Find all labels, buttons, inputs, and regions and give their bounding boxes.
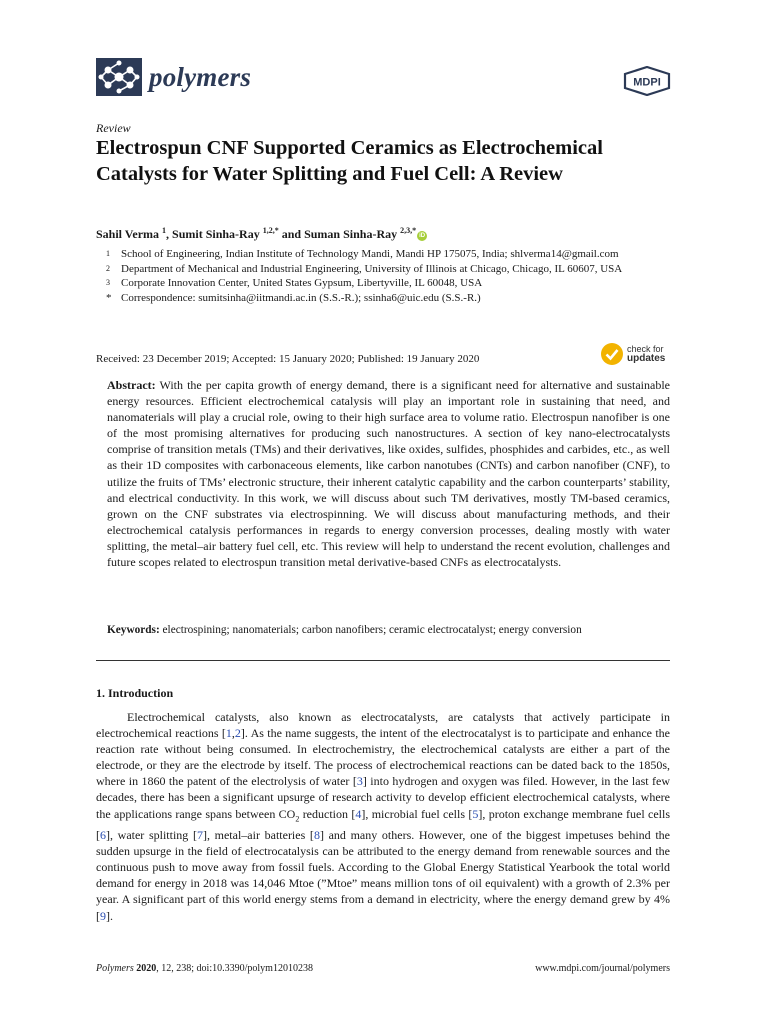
footer-year: 2020 (136, 963, 157, 974)
author-separator: , (166, 227, 173, 241)
footer-details: , 12, 238; doi:10.3390/polym12010238 (156, 963, 313, 974)
check-for-updates-badge[interactable] (600, 342, 665, 366)
check-updates-icon (600, 342, 624, 366)
section-heading (96, 686, 173, 701)
article-type: Review (96, 121, 131, 135)
introduction-paragraph (96, 709, 670, 924)
check-updates-line2: updates (627, 353, 666, 364)
citation-link[interactable]: 3 (356, 774, 363, 789)
abstract-text: With the per capita growth of energy demand, there is a significant need for alternative and sustainable energy resources. Efficient electrochemical catalysis will play an important role in sustaining that need, and nanomaterials will play a crucial role, owing to their high surface area to volume ratio. Electrospun nanofiber is one of the most promising alternatives for producing such nanostructures. A section of key nano-electrocatalysts comprise of transition metals (TMs) and their derivatives, like oxides, sulfides, phosphides and carbides, etc., as well as their 1D composites with carbonaceous elements, like carbon nanotubes (CNTs) and carbon nanofiber (CNF), to utilize the fruits of TMs’ electronic structure, their inherent catalytic capability and the carbon counterparts’ stability, and electrical conductivity. In this work, we will discuss about such TM derivatives, mostly TM-based ceramics, grown on the CNF substrates via electrospinning. We will discuss about manufacturing methods, and their electrochemical catalysis performances in regards to energy conversion processes, dealing mostly with water splitting, the metal–air battery fuel cell, etc. This review will help to understand the recent evolution, challenges and future scopes related to electrospun transition metal derivative-based CNFs as electrocatalysts. (107, 378, 670, 570)
publisher-name: MDPI (633, 76, 661, 89)
author-name[interactable]: Sahil Verma (96, 227, 160, 241)
publication-dates: Received: 23 December 2019; Accepted: 15 January 2020; Published: 19 January 2020 (96, 353, 480, 365)
journal-header (96, 58, 672, 98)
section-divider (96, 660, 670, 661)
affiliation-number: 1 (106, 249, 110, 258)
paragraph-text: reduction [ (299, 806, 356, 821)
author-separator: and (278, 227, 305, 241)
journal-logo (96, 58, 251, 96)
paragraph-text: ] and many others. However, one of the biggest impetuses behind the sudden upsurge in the field of electrocatalysis can be attributed to the energy demand from renewable sources and the continuous push to move away from fossil fuels. According to the Global Energy Statistical Yearbook the total world demand for energy in 2018 was 14,046 Mtoe (”Mtoe” means million tons of oil equivalent) with a growth of 2.3% per year. A significant part of this world energy stems from a demand in electricity, where the energy demand grew by 4% [ (96, 828, 671, 923)
author-affiliation-mark: 2,3,* (400, 226, 417, 235)
citation-link[interactable]: 9 (100, 908, 106, 923)
citation-link[interactable]: 7 (196, 828, 203, 843)
affiliation-text: School of Engineering, Indian Institute of Technology Mandi, Mandi HP 175075, India; shlverma14@gmail.com (121, 248, 619, 260)
keywords-label: Keywords: (107, 624, 160, 636)
polymers-logo-icon (96, 58, 142, 96)
affiliation-list (96, 247, 656, 305)
paragraph-text: , (231, 726, 235, 741)
affiliation-item (96, 247, 656, 262)
abstract (107, 377, 670, 570)
citation-link[interactable]: 4 (355, 806, 362, 821)
author-name[interactable]: Suman Sinha-Ray (304, 227, 398, 241)
subscript: 2 (295, 813, 300, 823)
section-title: Introduction (108, 686, 174, 700)
footer-citation (96, 963, 313, 974)
mdpi-logo-icon (622, 66, 672, 96)
check-updates-text (627, 345, 665, 363)
author-list (96, 226, 427, 242)
citation-link[interactable]: 8 (313, 828, 320, 843)
affiliation-item (96, 276, 656, 291)
footer-journal-url[interactable]: www.mdpi.com/journal/polymers (535, 963, 670, 974)
affiliation-number: 3 (106, 278, 110, 288)
correspondence-item (96, 291, 656, 306)
affiliation-item (96, 262, 656, 277)
keywords-text: electrospining; nanomaterials; carbon nanofibers; ceramic electrocatalyst; energy conversion (159, 624, 582, 636)
citation-link[interactable]: 5 (472, 806, 479, 821)
citation-link[interactable]: 6 (100, 828, 106, 843)
paragraph-text: ]. (106, 908, 113, 923)
check-updates-line1: check for (627, 344, 664, 354)
footer-journal: Polymers (96, 963, 134, 974)
paragraph-text: ], proton exchange membrane fuel cells [ (96, 806, 671, 843)
keywords (107, 624, 687, 636)
author-affiliation-mark: 1 (162, 226, 167, 235)
citation-link[interactable]: 1 (225, 726, 232, 741)
abstract-label: Abstract: (107, 378, 156, 392)
affiliation-text: Department of Mechanical and Industrial Engineering, University of Illinois at Chicago, Chicago, IL 60607, USA (121, 262, 623, 275)
affiliation-text: Corporate Innovation Center, United States Gypsum, Libertyville, IL 60048, USA (121, 277, 483, 290)
paragraph-text: ] into hydrogen and oxygen was filed. However, in the last few decades, there has been a significant upsurge of research activity to develop efficient electrochemical catalysts, where the applications range spans between CO (96, 774, 671, 821)
author-name[interactable]: Sumit Sinha-Ray (172, 227, 260, 241)
orcid-icon[interactable]: iD (419, 233, 426, 239)
affiliation-number: 2 (106, 263, 110, 273)
citation-link[interactable]: 2 (234, 726, 241, 741)
paragraph-text: ], water splitting [ (106, 828, 197, 843)
paragraph-text: Electrochemical catalysts, also known as electrocatalysts, are catalysts that actively participate in electrochemical reactions [ (96, 710, 670, 741)
article-title: Electrospun CNF Supported Ceramics as Electrochemical Catalysts for Water Splitting and Fuel Cell: A Review (96, 137, 603, 185)
journal-name: polymers (149, 61, 252, 92)
author-affiliation-mark: 1,2,* (262, 226, 279, 235)
correspondence-text: Correspondence: sumitsinha@iitmandi.ac.in (S.S.-R.); ssinha6@uic.edu (S.S.-R.) (121, 291, 481, 304)
section-number: 1. (96, 686, 105, 700)
paragraph-text: ]. As the name suggests, the intent of the electrocatalyst is to participate and enhance the reaction rate without being consumed. In electrochemistry, the electrochemical catalysts are either a part of the electrode, or they are the electrode by itself. The process of electrochemical reactions can be dated back to the 1850s, where in 1860 the patent of the electrolysis of water [ (96, 726, 670, 789)
paragraph-text: ], microbial fuel cells [ (361, 806, 473, 821)
paragraph-text: ], metal–air batteries [ (202, 828, 314, 843)
correspondence-mark: * (106, 291, 112, 304)
